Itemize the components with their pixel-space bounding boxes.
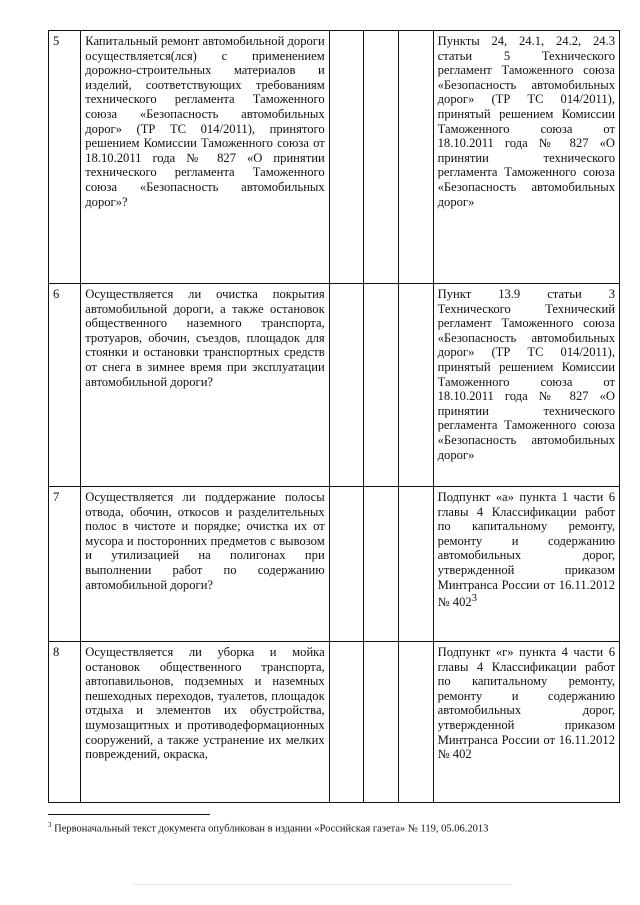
table-row [49,487,620,642]
checklist-table [48,30,620,803]
footnote-marker: 3 [471,593,477,605]
row-number: 8 [49,642,81,803]
answer-yes-cell [329,31,364,284]
reference-text: Подпункт «а» пункта 1 части 6 главы 4 Классификации работ по капитальному ремонту, ремонту и содержанию автомобильных дорог, утвержденной приказом Минтранса России от 16.11.2012 № 402 [437,490,615,610]
reference-cell [433,487,619,642]
answer-no-cell [364,284,399,487]
row-number: 5 [49,31,81,284]
answer-yes-cell [329,487,364,642]
footnote [48,819,488,836]
answer-yes-cell [329,642,364,803]
question-cell: Осуществляется ли уборка и мойка остановок общественного транспорта, автопавильонов, подземных и наземных пешеходных переходов, туалетов, площадок отдыха и элементов их обустройства, шумозащитных и противодеформационных сооружений, а также устранение их мелких повреждений, окраска, [81,642,329,803]
footnote-divider [48,814,210,815]
answer-na-cell [398,31,433,284]
table-row [49,31,620,284]
row-number: 6 [49,284,81,487]
row-number: 7 [49,487,81,642]
question-cell: Осуществляется ли очистка покрытия автомобильной дороги, а также остановок общественного наземного транспорта, тротуаров, обочин, съездов, площадок для стоянки и остановки транспортных средств от снега в зимнее время при эксплуатации автомобильной дороги? [81,284,329,487]
answer-na-cell [398,642,433,803]
answer-no-cell [364,487,399,642]
table-row [49,642,620,803]
table-row [49,284,620,487]
question-cell: Капитальный ремонт автомобильной дороги осуществляется(лся) с применением дорожно-строительных материалов и изделий, соответствующих требованиям технического регламента Таможенного союза «Безопасность автомобильных дорог» (ТР ТС 014/2011), принятого решением Комиссии Таможенного союза от 18.10.2011 года № 827 «О принятии технического регламента Таможенного союза «Безопасность автомобильных дорог»? [81,31,329,284]
scan-artifact-line [132,884,512,885]
answer-na-cell [398,487,433,642]
reference-cell: Пункты 24, 24.1, 24.2, 24.3 статьи 5 Технического регламент Таможенного союза «Безопасность автомобильных дорог» (ТР ТС 014/2011), принятый решением Комиссии Таможенного союза от 18.10.2011 года № 827 «О принятии технического регламента Таможенного союза «Безопасность автомобильных дорог» [433,31,619,284]
answer-no-cell [364,31,399,284]
footnote-mark: 3 [48,821,52,829]
answer-no-cell [364,642,399,803]
reference-cell: Пункт 13.9 статьи 3 Технического Технический регламент Таможенного союза «Безопасность автомобильных дорог» (ТР ТС 014/2011), принятый решением Комиссии Таможенного союза от 18.10.2011 года № 827 «О принятии технического регламента Таможенного союза «Безопасность автомобильных дорог» [433,284,619,487]
answer-yes-cell [329,284,364,487]
answer-na-cell [398,284,433,487]
footnote-text: Первоначальный текст документа опубликован в издании «Российская газета» № 119, 05.06.2013 [54,823,489,835]
reference-cell: Подпункт «г» пункта 4 части 6 главы 4 Классификации работ по капитальному ремонту, ремонту и содержанию автомобильных дорог, утвержденной приказом Минтранса России от 16.11.2012 № 402 [433,642,619,803]
question-cell: Осуществляется ли поддержание полосы отвода, обочин, откосов и разделительных полос в чистоте и порядке; очистка их от мусора и посторонних предметов с вывозом и утилизацией на полигонах при выполнении работ по содержанию автомобильной дороги? [81,487,329,642]
